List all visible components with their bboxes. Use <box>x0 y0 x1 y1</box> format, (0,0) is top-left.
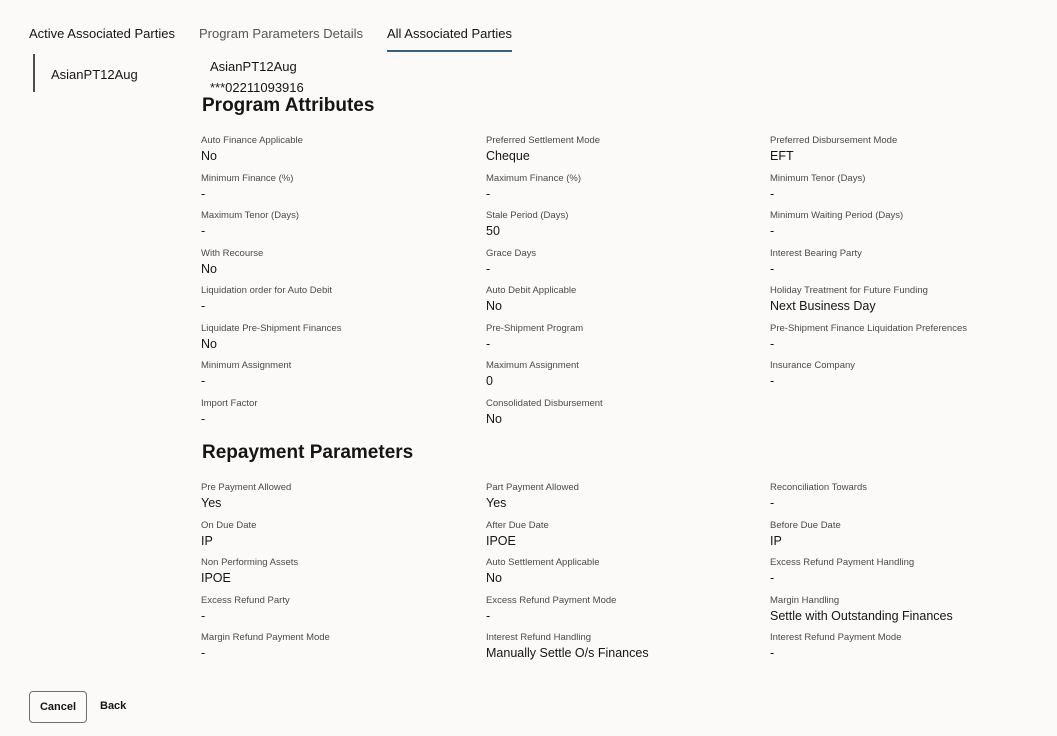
field <box>201 632 486 670</box>
field <box>201 135 486 173</box>
field-label: Import Factor <box>201 397 258 409</box>
field-label: Excess Refund Party <box>201 594 290 606</box>
field-value: Next Business Day <box>770 299 876 313</box>
repayment-parameters-grid <box>201 482 1021 670</box>
field-value: - <box>201 646 206 660</box>
field <box>770 632 1021 670</box>
field-label: Liquidation order for Auto Debit <box>201 285 332 296</box>
field-value: - <box>770 374 775 388</box>
field <box>201 323 486 361</box>
field <box>770 360 1021 398</box>
field <box>201 595 486 633</box>
repayment-parameters-title: Repayment Parameters <box>202 442 414 463</box>
field-value: 50 <box>486 224 500 238</box>
field <box>201 360 486 398</box>
program-attributes-grid <box>201 135 1021 435</box>
field-value: No <box>486 571 502 585</box>
field-label: Interest Refund Handling <box>486 632 592 643</box>
field-value: Cheque <box>486 149 530 163</box>
field <box>770 248 1021 286</box>
tab-all-associated-parties[interactable]: All Associated Parties <box>387 24 512 52</box>
field-label: Excess Refund Payment Handling <box>770 557 915 568</box>
tab-program-parameters-details[interactable]: Program Parameters Details <box>198 26 363 41</box>
field-value: - <box>486 186 491 201</box>
field <box>486 285 770 323</box>
field-label: On Due Date <box>201 519 257 531</box>
field-label: Pre-Shipment Finance Liquidation Preferences <box>770 322 967 334</box>
field-value: - <box>770 186 775 201</box>
field-label: Part Payment Allowed <box>486 482 579 493</box>
field <box>770 173 1021 211</box>
field-value: No <box>201 261 217 276</box>
party-name: AsianPT12Aug <box>210 59 297 74</box>
party-list-item[interactable]: AsianPT12Aug <box>51 67 138 82</box>
field <box>770 135 1021 173</box>
field-label: Maximum Tenor (Days) <box>201 210 300 221</box>
field <box>201 285 486 323</box>
field <box>770 520 1021 558</box>
field-label: Auto Finance Applicable <box>201 135 303 146</box>
field-label: With Recourse <box>201 247 264 259</box>
field-value: IP <box>201 533 213 548</box>
field-value: Manually Settle O/s Finances <box>486 646 649 660</box>
back-button[interactable]: Back <box>100 700 127 712</box>
field <box>201 210 486 248</box>
field <box>486 482 770 520</box>
field-label: Grace Days <box>486 247 537 259</box>
field-value: - <box>201 186 206 201</box>
field-label: Minimum Assignment <box>201 360 292 371</box>
field-value: IPOE <box>486 533 516 548</box>
field-label: Minimum Waiting Period (Days) <box>770 210 904 221</box>
tab-bar <box>29 24 512 52</box>
field-value: - <box>201 224 206 238</box>
field <box>770 323 1021 361</box>
field-label: Before Due Date <box>770 519 841 531</box>
field-label: Interest Bearing Party <box>770 247 862 259</box>
field <box>486 557 770 595</box>
party-account-number: ***02211093916 <box>210 80 304 95</box>
field <box>770 557 1021 595</box>
field <box>486 520 770 558</box>
field-label: Preferred Settlement Mode <box>486 135 601 146</box>
field-value: - <box>201 411 206 426</box>
field-value: - <box>770 336 775 351</box>
field-value: Yes <box>486 496 507 510</box>
field <box>486 248 770 286</box>
field-label: Margin Handling <box>770 594 840 606</box>
field <box>486 632 770 670</box>
field-label: Maximum Assignment <box>486 360 579 371</box>
field-label: Auto Debit Applicable <box>486 285 577 296</box>
field-value: No <box>486 411 502 426</box>
field <box>201 557 486 595</box>
field-label: Non Performing Assets <box>201 557 299 568</box>
field-label: Margin Refund Payment Mode <box>201 632 330 643</box>
field-label: Pre-Shipment Program <box>486 322 584 334</box>
field-value: - <box>486 336 491 351</box>
field <box>770 285 1021 323</box>
party-header <box>210 59 304 96</box>
field-value: - <box>770 224 775 238</box>
field-value: EFT <box>770 149 794 163</box>
field-label: Auto Settlement Applicable <box>486 557 600 568</box>
field-value: - <box>770 496 775 510</box>
field <box>486 360 770 398</box>
field-value: - <box>770 571 775 585</box>
field <box>486 135 770 173</box>
field-label: Liquidate Pre-Shipment Finances <box>201 322 342 334</box>
field <box>201 398 486 436</box>
field-value: IP <box>770 533 782 548</box>
field-value: - <box>486 608 491 623</box>
field-value: - <box>201 608 206 623</box>
field-label: Maximum Finance (%) <box>486 172 582 184</box>
field-label: Reconciliation Towards <box>770 482 867 493</box>
field <box>201 248 486 286</box>
field-value: IPOE <box>201 571 231 585</box>
field <box>201 482 486 520</box>
field-value: No <box>201 336 217 351</box>
field-value: - <box>486 261 491 276</box>
program-attributes-title: Program Attributes <box>202 95 375 116</box>
field-label: Consolidated Disbursement <box>486 397 603 409</box>
field-label: Preferred Disbursement Mode <box>770 135 898 146</box>
field <box>486 323 770 361</box>
field <box>201 520 486 558</box>
field-label: Pre Payment Allowed <box>201 482 292 493</box>
field-value: Yes <box>201 496 222 510</box>
field-value: - <box>201 299 206 313</box>
field-value: No <box>201 149 217 163</box>
field-value: - <box>770 646 775 660</box>
field-value: 0 <box>486 374 493 388</box>
field-label: Holiday Treatment for Future Funding <box>770 285 928 296</box>
party-list <box>33 54 155 92</box>
field <box>486 210 770 248</box>
field-value: No <box>486 299 502 313</box>
cancel-button[interactable]: Cancel <box>29 691 87 723</box>
field <box>201 173 486 211</box>
field-label: Interest Refund Payment Mode <box>770 632 902 643</box>
field <box>486 398 770 436</box>
field <box>770 482 1021 520</box>
field <box>770 595 1021 633</box>
field-value: - <box>201 374 206 388</box>
field-label: Insurance Company <box>770 360 856 371</box>
field-label: Stale Period (Days) <box>486 210 569 221</box>
field-label: Minimum Tenor (Days) <box>770 172 866 184</box>
field <box>486 173 770 211</box>
tab-active-associated-parties[interactable]: Active Associated Parties <box>29 26 175 41</box>
field-value: Settle with Outstanding Finances <box>770 608 953 623</box>
field <box>770 210 1021 248</box>
field-label: After Due Date <box>486 519 549 531</box>
field <box>486 595 770 633</box>
field-label: Excess Refund Payment Mode <box>486 594 617 606</box>
field-label: Minimum Finance (%) <box>201 172 294 184</box>
field-value: - <box>770 261 775 276</box>
